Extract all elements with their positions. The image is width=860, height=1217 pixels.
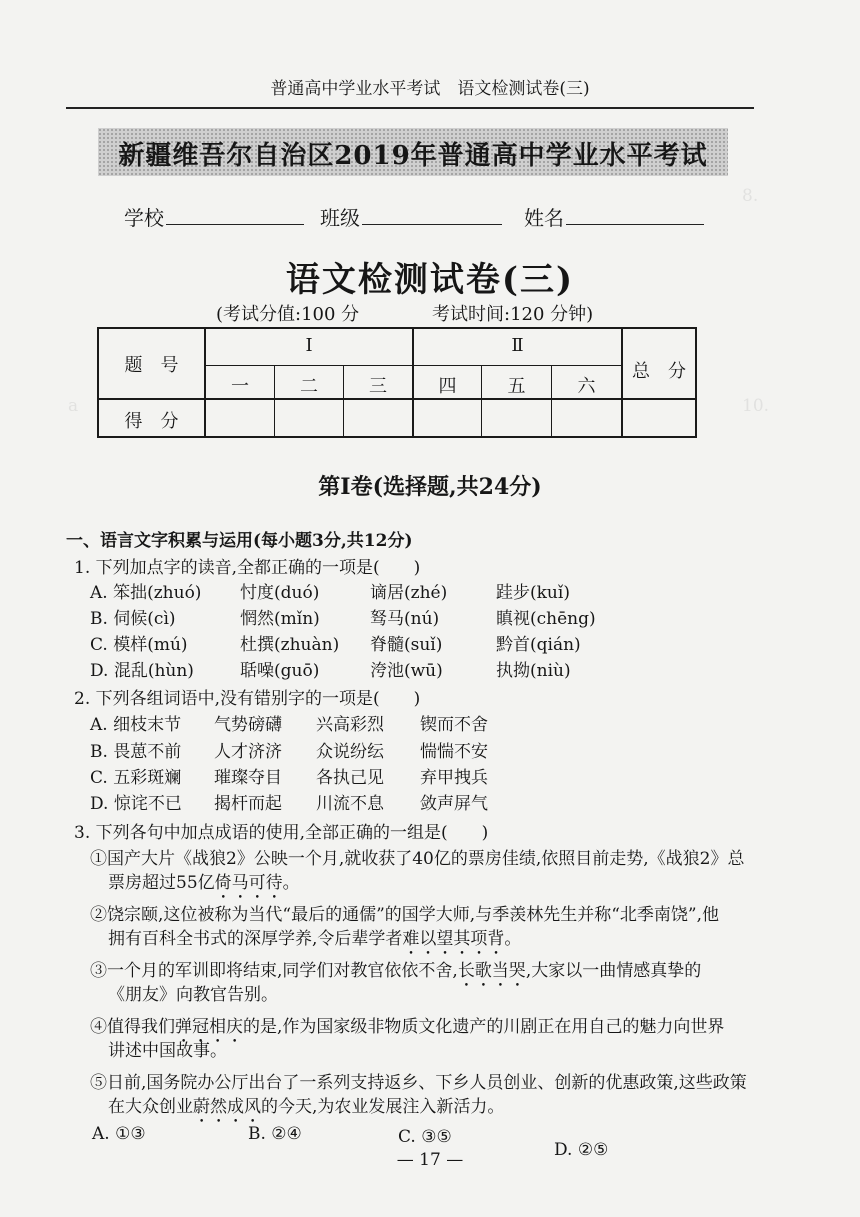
bleed-through-text: 8. <box>742 186 759 206</box>
q3-option-c: C. ③⑤ <box>398 1127 452 1147</box>
q3-text: 的是,作为国家级非物质文化遗产的川剧正在用自己的魅力向世界 <box>243 1017 725 1037</box>
q1-option-a-2: 忖度(duó) <box>240 583 320 603</box>
header-rule <box>66 107 754 109</box>
class-blank[interactable] <box>362 224 502 225</box>
q1-option-d-4: 执拗(niù) <box>496 661 571 681</box>
table-part-1: Ⅰ <box>305 335 313 356</box>
table-label-score: 得 分 <box>124 411 179 432</box>
q1-option-b-2: 惘然(mǐn) <box>240 609 320 629</box>
school-label: 学校 <box>124 206 164 230</box>
bleed-through-text: 10. <box>742 396 770 416</box>
q3-text: ③一个月的军训即将结束,同学们对教官依依不舍, <box>90 961 458 981</box>
q2-option-a-3: 兴高彩烈 <box>316 715 384 735</box>
question-1-stem: 1. 下列加点字的读音,全都正确的一项是( ) <box>74 558 421 578</box>
q2-option-c-3: 各执己见 <box>316 768 384 788</box>
q1-option-d-1: D. 混乱(hùn) <box>90 661 194 681</box>
table-part-2: Ⅱ <box>511 335 524 356</box>
q2-option-d-1: D. 惊诧不已 <box>90 794 182 814</box>
q1-option-a-1: A. 笨拙(zhuó) <box>90 583 202 603</box>
q3-text: 的今天,为农业发展注入新活力。 <box>261 1097 505 1117</box>
q3-item-1-line-2 <box>108 868 300 903</box>
name-blank[interactable] <box>566 224 704 225</box>
table-col: 一 <box>231 376 249 397</box>
table-col: 二 <box>300 376 318 397</box>
q3-item-1-line-1: ①国产大片《战狼2》公映一个月,就收获了40亿的票房佳绩,依照目前走势,《战狼2》总 <box>90 849 745 869</box>
q1-option-c-2: 杜撰(zhuàn) <box>240 635 340 655</box>
table-label-question: 题 号 <box>124 355 179 376</box>
q2-option-d-4: 敛声屏气 <box>420 794 488 814</box>
bleed-through-text: a <box>68 396 79 416</box>
q1-option-c-1: C. 模样(mú) <box>90 635 188 655</box>
q3-item-5-line-2 <box>108 1092 504 1127</box>
q2-option-c-4: 弃甲拽兵 <box>420 768 488 788</box>
q3-text: 拥有百科全书式的深厚学养,令后辈学者 <box>108 929 403 949</box>
q2-option-a-4: 锲而不舍 <box>420 715 488 735</box>
q1-option-b-1: B. 伺候(cì) <box>90 609 176 629</box>
q3-text: ④值得我们 <box>90 1017 175 1037</box>
q3-text: ,大家以一曲情感真挚的 <box>525 961 702 981</box>
q2-option-b-4: 惴惴不安 <box>420 742 488 762</box>
q3-item-4-line-2: 讲述中国故事。 <box>108 1041 227 1061</box>
main-title: 语文检测试卷(三) <box>285 260 575 300</box>
table-col: 四 <box>438 376 457 397</box>
q1-option-a-4: 跬步(kuǐ) <box>496 583 570 603</box>
q2-option-a-1: A. 细枝末节 <box>90 715 182 735</box>
q2-option-c-1: C. 五彩斑斓 <box>90 768 182 788</box>
question-3-stem: 3. 下列各句中加点成语的使用,全部正确的一组是( ) <box>74 823 489 843</box>
q3-item-2-line-2 <box>108 924 521 959</box>
table-col: 三 <box>369 376 387 397</box>
q1-option-d-3: 洿池(wū) <box>370 661 443 681</box>
q3-text: 在大众创业 <box>108 1097 193 1117</box>
q3-item-2-line-1: ②饶宗颐,这位被称为当代“最后的通儒”的国学大师,与季羡林先生并称“北季南饶”,他 <box>90 905 719 925</box>
q3-idiom: 弹冠相庆 <box>175 1017 243 1037</box>
part-title: 一、语言文字积累与运用(每小题3分,共12分) <box>66 531 413 551</box>
banner-title: 新疆维吾尔自治区2019年普通高中学业水平考试 <box>118 141 708 171</box>
q3-text: 。 <box>504 929 522 949</box>
q3-text: 票房超过55亿 <box>108 873 215 893</box>
q2-option-b-1: B. 畏葸不前 <box>90 742 182 762</box>
q3-item-3-line-2: 《朋友》向教官告别。 <box>108 985 278 1005</box>
q3-option-b: B. ②④ <box>248 1124 302 1144</box>
class-label: 班级 <box>320 206 360 230</box>
q3-idiom: 蔚然成风 <box>193 1097 261 1117</box>
q2-option-a-2: 气势磅礴 <box>214 715 282 735</box>
section-title: 第Ⅰ卷(选择题,共24分) <box>318 474 542 500</box>
time-info: 考试时间:120 分钟) <box>432 304 594 325</box>
q2-option-b-3: 众说纷纭 <box>316 742 384 762</box>
page-number: — 17 — <box>396 1150 464 1170</box>
q3-idiom: 难以望其项背 <box>402 929 505 949</box>
q3-option-d: D. ②⑤ <box>554 1140 609 1160</box>
q1-option-a-3: 谪居(zhé) <box>370 583 448 603</box>
q1-option-b-3: 驽马(nú) <box>370 609 440 629</box>
q2-option-d-3: 川流不息 <box>316 794 384 814</box>
q1-option-d-2: 聒噪(guō) <box>240 661 320 681</box>
q2-option-c-2: 璀璨夺目 <box>214 768 282 788</box>
name-label: 姓名 <box>524 206 564 230</box>
table-col: 六 <box>577 376 596 397</box>
table-col: 五 <box>507 376 526 397</box>
q1-option-b-4: 瞋视(chēng) <box>496 609 596 629</box>
q2-option-d-2: 揭杆而起 <box>214 794 282 814</box>
q2-option-b-2: 人才济济 <box>214 742 282 762</box>
q3-text: 。 <box>282 873 300 893</box>
school-blank[interactable] <box>166 224 304 225</box>
q3-option-a: A. ①③ <box>92 1124 146 1144</box>
running-header: 普通高中学业水平考试 语文检测试卷(三) <box>270 79 590 99</box>
table-total: 总 分 <box>632 361 686 382</box>
q1-option-c-4: 黔首(qián) <box>496 635 581 655</box>
q3-idiom: 倚马可待 <box>214 873 283 893</box>
score-table <box>97 327 697 438</box>
q3-item-5-line-1: ⑤日前,国务院办公厅出台了一系列支持返乡、下乡人员创业、创新的优惠政策,这些政策 <box>90 1073 747 1093</box>
q1-option-c-3: 脊髓(suǐ) <box>370 635 443 655</box>
q3-idiom: 长歌当哭 <box>457 961 526 981</box>
score-info: (考试分值:100 分 <box>216 304 360 325</box>
question-2-stem: 2. 下列各组词语中,没有错别字的一项是( ) <box>74 689 421 709</box>
